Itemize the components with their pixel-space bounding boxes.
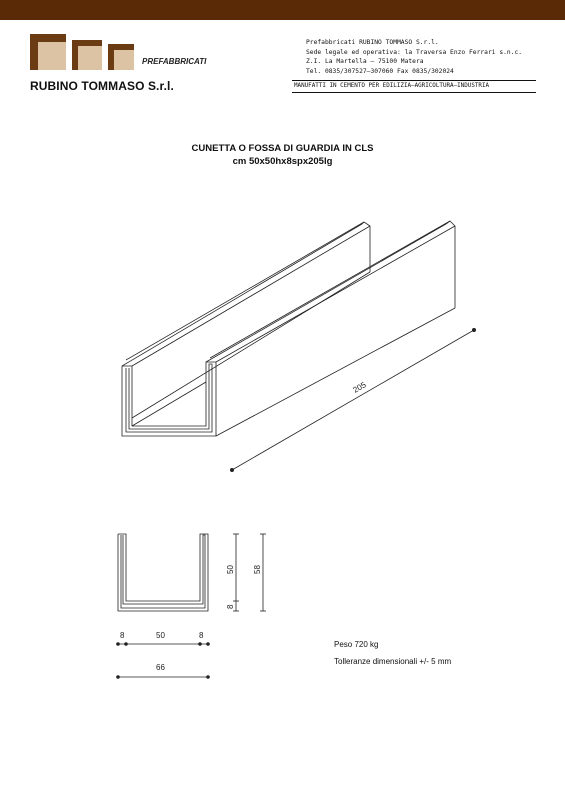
company-name: RUBINO TOMMASO S.r.l. bbox=[30, 79, 174, 93]
left-wall-back-end bbox=[362, 222, 370, 272]
dimension-tick bbox=[117, 676, 120, 679]
tolerance-note: Tolleranze dimensionali +/- 5 mm bbox=[334, 657, 452, 666]
total-width-label: 66 bbox=[156, 663, 165, 672]
cross-section-view bbox=[118, 534, 208, 611]
right-wall-label: 8 bbox=[199, 631, 204, 640]
dimension-tick bbox=[472, 328, 475, 331]
logo-tag: PREFABBRICATI bbox=[142, 57, 207, 66]
left-wall-inner-base bbox=[132, 382, 206, 426]
info-line: Sede legale ed operativa: la Traversa Enzo Ferrari s.n.c. bbox=[306, 48, 523, 56]
inner-width-label: 50 bbox=[156, 631, 165, 640]
info-line: Tel. 0835/307527–307060 Fax 0835/302024 bbox=[306, 67, 454, 75]
right-wall-bottom-edge bbox=[216, 308, 455, 436]
dimension-tick bbox=[117, 643, 120, 646]
product-title: CUNETTA O FOSSA DI GUARDIA IN CLS bbox=[191, 143, 374, 154]
weight-note: Peso 720 kg bbox=[334, 640, 379, 649]
right-wall-back-end bbox=[446, 221, 455, 308]
base-thickness-label: 8 bbox=[226, 604, 235, 609]
dimension-tick bbox=[207, 643, 210, 646]
inner-height-label: 50 bbox=[226, 565, 235, 574]
total-height-label: 58 bbox=[253, 565, 262, 574]
section-outer bbox=[118, 534, 208, 611]
info-line: Z.I. La Martella — 75100 Matera bbox=[306, 58, 424, 66]
width-dimensions bbox=[117, 643, 210, 679]
length-dimension bbox=[230, 328, 475, 471]
left-wall-label: 8 bbox=[120, 631, 125, 640]
dimension-tick bbox=[230, 468, 233, 471]
left-wall-top-edge bbox=[122, 224, 362, 366]
dimension-tick bbox=[125, 643, 128, 646]
info-line: Prefabbricati RUBINO TOMMASO S.r.l. bbox=[306, 39, 439, 46]
company-tagline: MANUFATTI IN CEMENTO PER EDILIZIA—AGRICOLTURA—INDUSTRIA bbox=[294, 83, 490, 89]
dimension-tick bbox=[199, 643, 202, 646]
section-inner bbox=[121, 535, 205, 608]
front-profile-outer bbox=[122, 362, 216, 436]
length-dimension-line bbox=[232, 330, 474, 470]
product-dimensions: cm 50x50hx8spx205lg bbox=[232, 156, 333, 167]
length-label: 205 bbox=[351, 380, 368, 395]
isometric-view bbox=[122, 221, 455, 436]
dimension-tick bbox=[207, 676, 210, 679]
